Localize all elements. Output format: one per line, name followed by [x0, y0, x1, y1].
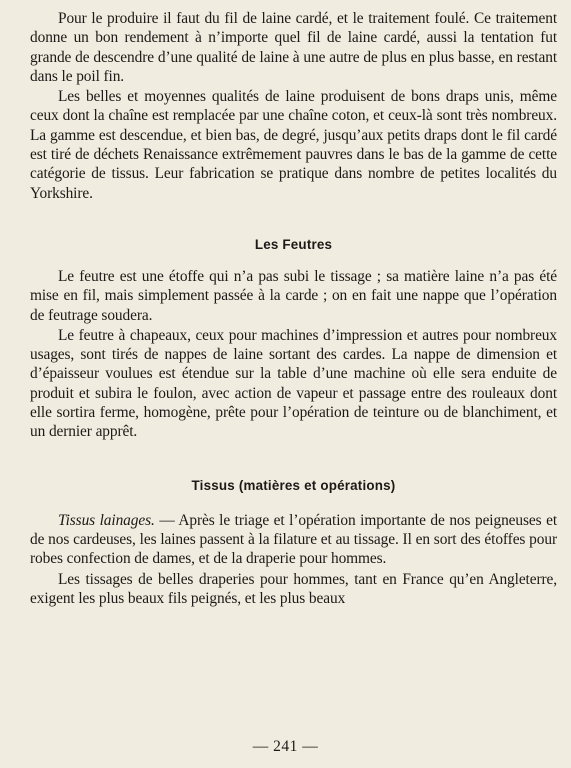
page-number: — 241 —: [252, 738, 319, 755]
paragraph-lead-italic: Tissus lainages.: [58, 511, 155, 529]
body-paragraph: Le feutre est une étoffe qui n’a pas subi le tissage ; sa matière laine n’a pas été mise en fil, mais simplement passée à la carde ; on en fait une nappe que l’opération de feutrage soudera.: [30, 267, 557, 324]
section-heading-feutres: Les Feutres: [254, 236, 333, 252]
section-heading-tissus: Tissus (matières et opérations): [191, 477, 396, 493]
paragraph-text: — Après le triage et l’opération importante de nos peigneuses et de nos cardeuses, les laines passent à la filature et au tissage. Il en sort des étoffes pour robes confection de dames, et de la draperie pour hommes.: [30, 511, 557, 568]
body-paragraph: Les tissages de belles draperies pour hommes, tant en France qu’en Angleterre, exigent les plus beaux fils peignés, et les plus beaux: [30, 570, 557, 607]
body-paragraph: Les belles et moyennes qualités de laine produisent de bons draps unis, même ceux dont la chaîne est remplacée par une chaîne coton, et ceux-là sont très nombreux. La gamme est descendue, et bien bas, de degré, jusqu’aux petits draps dont le fil cardé est tiré de déchets Renaissance extrêmement pauvres dans le bas de la gamme de cette catégorie de tissus. Leur fabrication se pratique dans nombre de petites localités du Yorkshire.: [30, 88, 557, 202]
body-paragraph: Le feutre à chapeaux, ceux pour machines d’impression et autres pour nombreux usages, sont tirés de nappes de laine sortant des cardes. La nappe de dimension et d’épaisseur voulues est étendue sur la table d’une machine où elle sera enduite de produit et subira le foulon, avec action de vapeur et passage entre des rouleaux dont elle sortira ferme, homogène, prête pour l’opération de teinture ou de blanchiment, et un dernier apprêt.: [30, 326, 557, 441]
body-paragraph: [30, 511, 557, 569]
body-paragraph: Pour le produire il faut du fil de laine cardé, et le traitement foulé. Ce traitement donne un bon rendement à n’importe quel fil de laine cardé, aussi la tentation fut grande de descendre d’une qualité de laine à une autre de plus en plus basse, en restant dans le poil fin.: [30, 10, 557, 85]
